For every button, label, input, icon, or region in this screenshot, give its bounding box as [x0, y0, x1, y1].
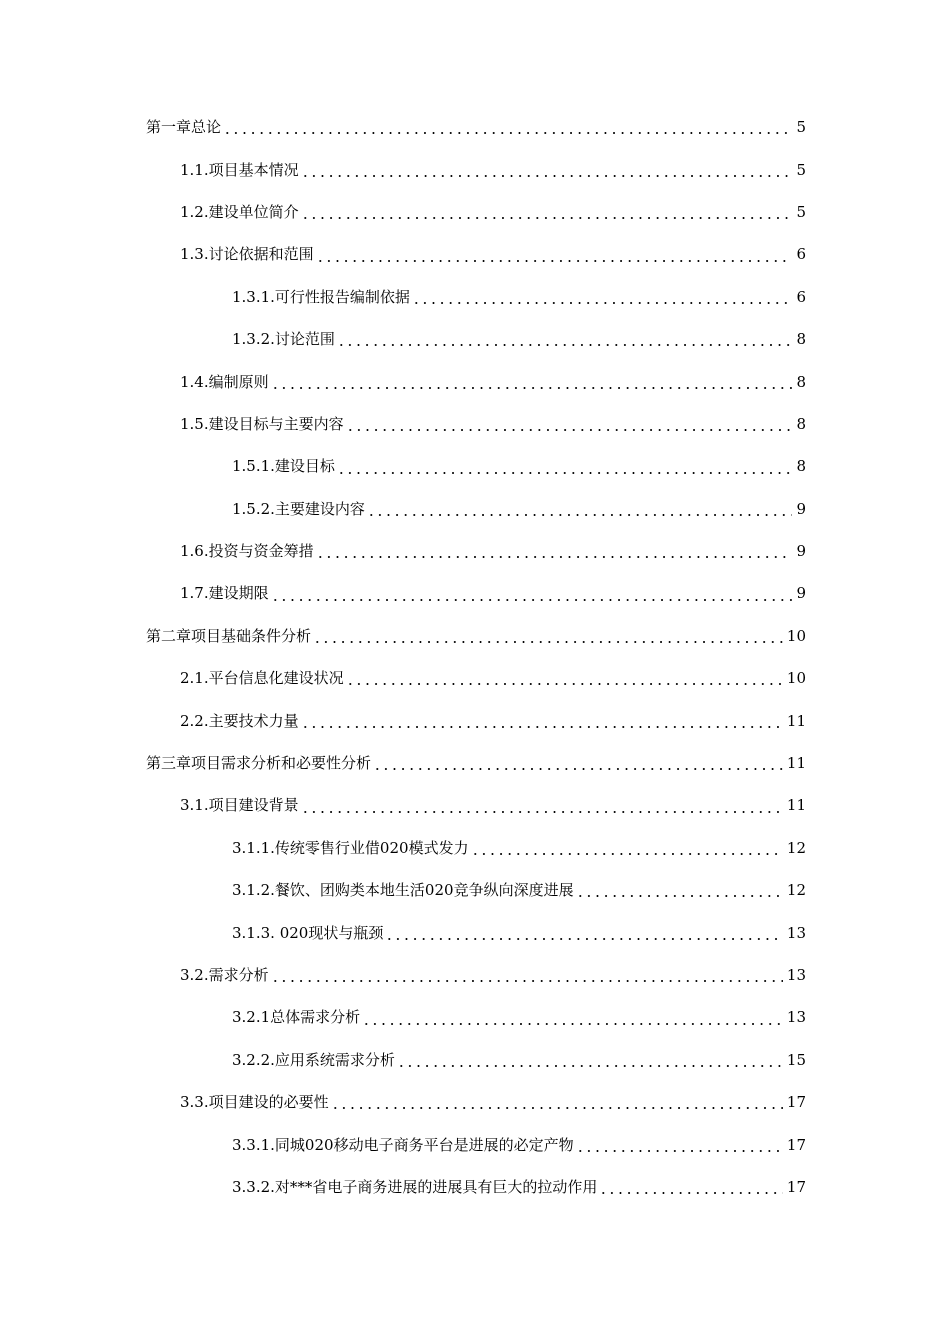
toc-entry[interactable]: [0, 869, 950, 911]
toc-entry-title: 1.5.2.主要建设内容: [232, 499, 365, 518]
toc-entry-title: 3.1.项目建设背景: [180, 796, 299, 815]
toc-entry-title: 2.1.平台信息化建设状况: [180, 669, 344, 688]
toc-dot-leader: [316, 259, 792, 263]
toc-entry-page-number: 13: [786, 966, 806, 984]
toc-entry-page-number: 5: [796, 160, 806, 179]
toc-entry-page-number: 13: [786, 923, 806, 942]
toc-entry-page-number: 11: [786, 754, 806, 773]
toc-dot-leader: [301, 810, 783, 814]
toc-entry-page-number: 9: [796, 542, 806, 561]
toc-entry-title: 3.2.1总体需求分析: [232, 1008, 361, 1027]
toc-entry[interactable]: [0, 233, 950, 275]
toc-entry[interactable]: [0, 572, 950, 614]
toc-entry-title: 1.1.项目基本情况: [180, 160, 299, 179]
toc-entry-page-number: 11: [786, 796, 806, 815]
toc-entry-page-number: 10: [786, 669, 806, 688]
toc-entry-page-number: 8: [796, 372, 806, 391]
toc-entry-page-number: 8: [796, 414, 806, 433]
toc-entry-title: 1.7.建设期限: [180, 584, 269, 603]
toc-entry-title: 1.4.编制原则: [180, 372, 269, 391]
toc-entry-page-number: 12: [786, 838, 806, 857]
toc-dot-leader: [271, 386, 792, 390]
toc-entry-title: 1.3.1.可行性报告编制依据: [232, 287, 410, 306]
toc-entry[interactable]: [0, 530, 950, 572]
toc-entry[interactable]: [0, 276, 950, 318]
toc-entry-title: 第二章项目基础条件分析: [146, 626, 312, 645]
toc-entry[interactable]: [0, 784, 950, 826]
toc-entry-title: 1.2.建设单位简介: [180, 202, 299, 221]
toc-entry-title: 3.1.1.传统零售行业借020模式发力: [232, 838, 469, 857]
toc-entry[interactable]: [0, 657, 950, 699]
toc-entry[interactable]: [0, 827, 950, 869]
toc-entry[interactable]: [0, 403, 950, 445]
toc-entry[interactable]: [0, 360, 950, 402]
toc-dot-leader: [316, 555, 792, 559]
toc-entry-title: 第一章总论: [146, 118, 222, 137]
toc-dot-leader: [271, 598, 792, 602]
toc-dot-leader: [301, 216, 792, 220]
toc-dot-leader: [367, 513, 792, 517]
toc-entry-page-number: 9: [796, 584, 806, 603]
toc-entry-title: 3.1.2.餐饮、团购类本地生活020竞争纵向深度进展: [232, 881, 574, 900]
toc-entry-title: 2.2.主要技术力量: [180, 711, 299, 730]
toc-entry-page-number: 5: [796, 118, 806, 137]
toc-dot-leader: [346, 682, 783, 686]
toc-entry-title: 3.1.3. 020现状与瓶颈: [232, 923, 384, 942]
toc-entry-title: 3.3.1.同城020移动电子商务平台是进展的必定产物: [232, 1135, 574, 1154]
toc-entry[interactable]: [0, 488, 950, 530]
toc-entry[interactable]: [0, 699, 950, 741]
toc-entry-page-number: 13: [786, 1008, 806, 1027]
toc-entry-page-number: 17: [786, 1177, 806, 1196]
toc-entry[interactable]: [0, 445, 950, 487]
toc-entry-page-number: 17: [786, 1093, 806, 1112]
toc-entry-page-number: 12: [786, 881, 806, 900]
toc-dot-leader: [337, 343, 792, 347]
toc-entry[interactable]: [0, 1039, 950, 1081]
toc-dot-leader: [337, 471, 792, 475]
toc-dot-leader: [576, 894, 783, 898]
toc-entry[interactable]: [0, 1166, 950, 1208]
toc-entry-page-number: 8: [796, 457, 806, 476]
toc-entry-title: 1.5.建设目标与主要内容: [180, 414, 344, 433]
toc-entry-page-number: 11: [786, 711, 806, 730]
toc-entry[interactable]: [0, 1123, 950, 1165]
toc-dot-leader: [362, 1022, 783, 1026]
toc-entry[interactable]: [0, 911, 950, 953]
toc-dot-leader: [412, 301, 792, 305]
toc-dot-leader: [576, 1149, 783, 1153]
toc-dot-leader: [397, 1064, 783, 1068]
toc-entry[interactable]: [0, 954, 950, 996]
toc-dot-leader: [373, 767, 783, 771]
toc-entry-title: 3.2.2.应用系统需求分析: [232, 1050, 395, 1069]
toc-entry[interactable]: [0, 318, 950, 360]
toc-entry-title: 1.5.1.建设目标: [232, 457, 335, 476]
toc-entry-title: 1.3.讨论依据和范围: [180, 245, 314, 264]
toc-dot-leader: [223, 131, 792, 135]
toc-entry-title: 1.6.投资与资金筹措: [180, 542, 314, 561]
toc-entry-page-number: 9: [796, 499, 806, 518]
toc-dot-leader: [301, 174, 792, 178]
toc-dot-leader: [301, 725, 783, 729]
toc-entry-title: 1.3.2.讨论范围: [232, 330, 335, 349]
toc-entry-page-number: 15: [786, 1050, 806, 1069]
toc-entry-page-number: 5: [796, 202, 806, 221]
toc-entry[interactable]: [0, 106, 950, 148]
toc-dot-leader: [471, 852, 783, 856]
toc-entry[interactable]: [0, 191, 950, 233]
toc-entry[interactable]: [0, 996, 950, 1038]
toc-entry[interactable]: [0, 742, 950, 784]
toc-entry-page-number: 6: [796, 287, 806, 306]
toc-dot-leader: [346, 428, 792, 432]
toc-entry[interactable]: [0, 148, 950, 190]
toc-entry-page-number: 17: [786, 1135, 806, 1154]
toc-dot-leader: [313, 640, 783, 644]
toc-dot-leader: [271, 979, 783, 983]
toc-dot-leader: [385, 937, 783, 941]
toc-entry-page-number: 10: [786, 626, 806, 645]
toc-entry-page-number: 8: [796, 330, 806, 349]
toc-entry-page-number: 6: [796, 245, 806, 264]
table-of-contents: [0, 106, 950, 1208]
toc-entry[interactable]: [0, 1081, 950, 1123]
toc-entry-title: 3.3.项目建设的必要性: [180, 1093, 329, 1112]
toc-dot-leader: [599, 1191, 782, 1195]
toc-entry[interactable]: [0, 615, 950, 657]
toc-dot-leader: [331, 1106, 783, 1110]
toc-entry-title: 3.2.需求分析: [180, 966, 269, 984]
toc-entry-title: 3.3.2.对***省电子商务进展的进展具有巨大的拉动作用: [232, 1177, 598, 1196]
toc-entry-title: 第三章项目需求分析和必要性分析: [146, 754, 372, 773]
